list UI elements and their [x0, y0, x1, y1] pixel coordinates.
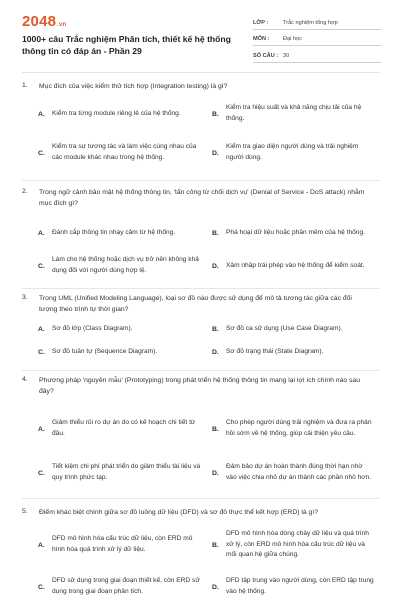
document-title: 1000+ câu Trắc nghiệm Phân tích, thiết kế hệ thống thông tin có đáp án - Phần 29 — [22, 34, 231, 56]
meta-table — [253, 13, 381, 63]
option-letter: B. — [212, 229, 219, 237]
option-text: DFD mô hình hóa cấu trúc dữ liệu, còn ERD mô hình hóa quá trình xử lý dữ liệu. — [52, 535, 193, 553]
option-letter: C. — [38, 469, 45, 477]
option-text: Sơ đồ trạng thái (State Diagram). — [226, 347, 324, 355]
option-c[interactable] — [38, 576, 208, 598]
option-a[interactable] — [38, 102, 208, 126]
option-text: Kiểm tra hiệu suất và khả năng chịu tải của hệ thống. — [226, 104, 362, 122]
option-text: Tiết kiệm chi phí phát triển do giảm thiểu tài liệu và quy trình phức tạp. — [52, 463, 201, 481]
option-text: Đánh cắp thông tin nhạy cảm từ hệ thống. — [52, 228, 176, 236]
question-text: Trong ngữ cảnh bảo mật hệ thống thông tin, 'tấn công từ chối dịch vụ' (Denial of Service - DoS attack) nhằm mục đích gì? — [39, 189, 365, 207]
meta-label: SỐ CÂU : — [253, 52, 279, 59]
option-letter: A. — [38, 425, 45, 433]
option-letter: B. — [212, 541, 219, 549]
option-text: Kiểm tra giao diện người dùng và trải nghiệm người dùng. — [226, 143, 359, 161]
option-d[interactable] — [212, 576, 377, 598]
question-text: Trong UML (Unified Modeling Language), loại sơ đồ nào được sử dụng để mô tả tương tác giữa các đối tượng theo trình tự thời gian? — [39, 295, 352, 313]
meta-row-count — [253, 46, 381, 63]
option-text: Sơ đồ tuần tự (Sequence Diagram). — [52, 347, 158, 355]
question-divider — [22, 370, 380, 371]
question-number: 1. — [22, 82, 28, 89]
option-d[interactable] — [212, 344, 377, 360]
option-a[interactable] — [38, 221, 208, 245]
question-divider — [22, 288, 380, 289]
option-letter: C. — [38, 149, 45, 157]
option-b[interactable] — [212, 528, 377, 562]
question-divider — [22, 498, 380, 499]
option-letter: D. — [212, 262, 219, 270]
option-text: Cho phép người dùng trải nghiệm và đưa ra phản hồi sớm về hệ thống, giúp cải thiện yêu cầu. — [226, 419, 372, 437]
question-1 — [22, 82, 380, 182]
option-c[interactable] — [38, 254, 208, 278]
site-logo[interactable]: 2048.vn — [22, 13, 67, 30]
question-text: Điểm khác biệt chính giữa sơ đồ luồng dữ liệu (DFD) và sơ đồ thực thể kết hợp (ERD) là gì? — [39, 509, 319, 516]
option-text: DFD tập trung vào người dùng, còn ERD tập trung vào hệ thống. — [226, 577, 374, 595]
option-b[interactable] — [212, 102, 377, 126]
option-letter: A. — [38, 110, 45, 118]
question-3 — [22, 294, 380, 374]
question-divider — [22, 180, 380, 181]
option-letter: B. — [212, 325, 219, 333]
meta-label: MÔN : — [253, 36, 270, 42]
option-b[interactable] — [212, 221, 377, 245]
question-2 — [22, 188, 380, 292]
question-5 — [22, 508, 380, 600]
meta-label: LỚP : — [253, 19, 269, 26]
option-letter: D. — [212, 469, 219, 477]
option-a[interactable] — [38, 321, 208, 337]
option-b[interactable] — [212, 321, 377, 337]
option-letter: B. — [212, 110, 219, 118]
option-d[interactable] — [212, 456, 377, 490]
option-c[interactable] — [38, 344, 208, 360]
option-letter: C. — [38, 348, 45, 356]
option-text: Làm cho hệ thống hoặc dịch vụ trở nên không khả dụng đối với người dùng hợp lệ. — [52, 256, 199, 274]
option-text: Sơ đồ ca sử dụng (Use Case Diagram). — [226, 324, 343, 332]
option-text: Giảm thiểu rủi ro dự án do có kế hoạch chi tiết từ đầu. — [52, 419, 196, 437]
option-letter: A. — [38, 325, 45, 333]
option-letter: B. — [212, 425, 219, 433]
meta-value: 30 — [283, 52, 290, 59]
meta-value: Trắc nghiệm tổng hợp — [283, 19, 338, 26]
option-text: Kiểm tra sự tương tác và làm việc cùng nhau của các module khác nhau trong hệ thống. — [52, 143, 197, 161]
question-number: 3. — [22, 294, 28, 301]
option-text: Kiểm tra từng module riêng lẻ của hệ thống. — [52, 109, 181, 117]
question-number: 5. — [22, 508, 28, 515]
meta-row-subject — [253, 30, 381, 47]
option-text: Đảm bảo dự án hoàn thành đúng thời hạn nhờ vào việc chia nhỏ dự án thành các phần nhỏ hơn. — [226, 463, 372, 481]
option-c[interactable] — [38, 136, 208, 170]
option-text: Xâm nhập trái phép vào hệ thống để kiểm soát. — [226, 261, 365, 269]
option-letter: A. — [38, 541, 45, 549]
page-header — [0, 0, 400, 84]
option-text: Sơ đồ lớp (Class Diagram). — [52, 324, 133, 332]
question-text: Phương pháp 'nguyên mẫu' (Prototyping) trong phát triển hệ thống thông tin mang lại lợi ích chính nào sau đây? — [39, 377, 360, 395]
meta-value: Đại học — [283, 36, 302, 42]
meta-row-class — [253, 13, 381, 30]
option-text: Phá hoại dữ liệu hoặc phần mềm của hệ thống. — [226, 228, 365, 236]
option-d[interactable] — [212, 254, 377, 278]
option-a[interactable] — [38, 528, 208, 562]
option-letter: A. — [38, 229, 45, 237]
question-number: 4. — [22, 376, 28, 383]
option-letter: D. — [212, 348, 219, 356]
option-letter: D. — [212, 149, 219, 157]
question-text: Mục đích của việc kiểm thử tích hợp (Integration testing) là gì? — [39, 83, 228, 90]
header-divider — [22, 72, 380, 73]
option-letter: C. — [38, 583, 45, 591]
question-number: 2. — [22, 188, 28, 195]
option-letter: D. — [212, 583, 219, 591]
option-text: DFD mô hình hóa dòng chảy dữ liệu và quá trình xử lý, còn ERD mô hình hóa cấu trúc dữ liệu và mối quan hệ giữa chúng. — [226, 530, 369, 559]
option-b[interactable] — [212, 412, 377, 446]
option-text: DFD sử dụng trong giai đoạn thiết kế, còn ERD sử dụng trong giai đoạn phân tích. — [52, 577, 200, 595]
question-4 — [22, 376, 380, 502]
option-a[interactable] — [38, 412, 208, 446]
option-letter: C. — [38, 262, 45, 270]
option-c[interactable] — [38, 456, 208, 490]
option-d[interactable] — [212, 136, 377, 170]
